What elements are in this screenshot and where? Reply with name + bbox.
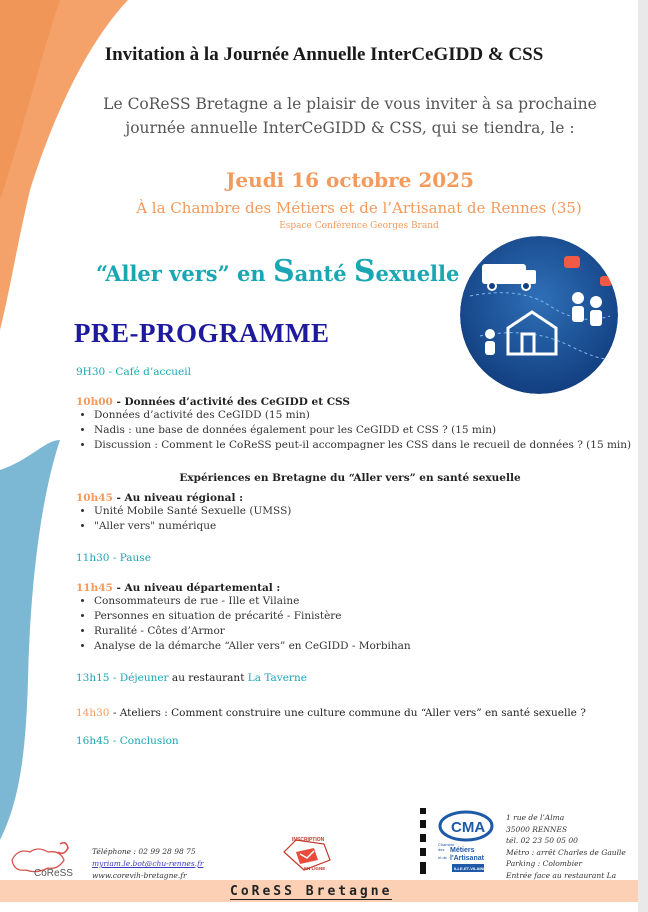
cma-letters: CMA [451, 819, 486, 836]
list-item: • Consommateurs de rue - Ille et Vilaine [94, 594, 411, 609]
address-phone: tél. 02 23 50 05 00 [506, 836, 578, 846]
list-item: • Discussion : Comment le CoReSS peut-il accompagner les CSS dans le recueil de données ? (15 min) [94, 438, 631, 453]
list-item: • Nadis : une base de données également pour les CeGIDD et CSS ? (15 min) [94, 423, 631, 438]
agenda-accueil [76, 366, 191, 378]
cma-line-5: l'Artisanat [450, 855, 484, 862]
badge-line-1: INSCRIPTION [292, 837, 325, 843]
contact-info [92, 846, 203, 882]
badge-line-2: EN LIGNE [304, 866, 326, 871]
agenda-lunch [76, 672, 307, 684]
list-item: • Unité Mobile Santé Sexuelle (UMSS) [94, 504, 291, 519]
agenda-ateliers [76, 707, 586, 719]
agenda-time: 11h45 [76, 582, 113, 594]
agenda-pause [76, 552, 151, 564]
address-entrance: Entrée face au restaurant La [506, 870, 617, 880]
agenda-label: - Pause [109, 552, 151, 564]
list-item: • Données d’activité des CeGIDD (15 min) [94, 408, 631, 423]
outreach-illustration [460, 236, 618, 394]
intro-line-1: Le CoReSS Bretagne a le plaisir de vous inviter à sa prochaine [103, 95, 597, 113]
event-date: Jeudi 16 octobre 2025 [225, 168, 475, 192]
preprogramme-heading: PRE-PROGRAMME [74, 318, 330, 348]
session-1-list [76, 408, 631, 453]
agenda-label: - Conclusion [109, 735, 179, 747]
list-item: • Ruralité - Côtes d’Armor [94, 624, 411, 639]
agenda-time: 11h30 [76, 552, 110, 564]
online-registration-badge[interactable] [274, 830, 336, 874]
chat-bubble-icon [564, 256, 580, 268]
agenda-label: - Au niveau régional : [112, 492, 243, 504]
agenda-conclusion [76, 735, 179, 747]
address-line: 35000 RENNES [506, 824, 568, 834]
lunch-middle: au restaurant [168, 672, 248, 684]
agenda-label: - Ateliers : Comment construire une culture commune du “Aller vers” en santé sexuelle ? [109, 707, 586, 719]
contact-website[interactable]: www.corevih-bretagne.fr [92, 871, 187, 880]
theme-part-1: “Aller vers” en [96, 261, 273, 286]
cma-line-3: Métiers [450, 847, 475, 854]
agenda-time: 14h30 [76, 707, 110, 719]
agenda-time: 10h00 [76, 396, 113, 408]
agenda-session-2 [76, 492, 291, 534]
agenda-time: 16h45 [76, 735, 110, 747]
session-2-list [76, 504, 291, 534]
lunch-word: Déjeuner [119, 672, 169, 684]
contact-phone: Téléphone : 02 99 28 98 75 [92, 847, 196, 856]
address-parking: Parking : Colombier [506, 859, 583, 869]
agenda-time: 9H30 [76, 366, 106, 378]
intro-line-2: journée annuelle InterCeGIDD & CSS, qui se tiendra, le : [125, 119, 575, 137]
cma-region: ILLE-ET-VILAINE [454, 866, 486, 871]
footer-org-name: CoReSS Bretagne [230, 884, 393, 899]
address-metro: Métro : arrêt Charles de Gaulle [506, 847, 626, 857]
agenda-session-1 [76, 396, 631, 453]
cma-line-4: et de [438, 855, 447, 860]
page-edge [638, 0, 648, 912]
list-item: • Analyse de la démarche “Aller vers” en CeGIDD - Morbihan [94, 639, 411, 654]
theme-capital-s-2: S [353, 254, 376, 289]
invitation-title: Invitation à la Journée Annuelle InterCeGIDD & CSS [104, 44, 544, 65]
cma-line-1: Chambre [438, 842, 455, 847]
agenda-time: 10h45 [76, 492, 113, 504]
list-item: • "Aller vers" numérique [94, 519, 291, 534]
list-item: • Personnes en situation de précarité - Finistère [94, 609, 411, 624]
experiences-heading: Expériences en Bretagne du “Aller vers” en santé sexuelle [179, 472, 521, 484]
theme-part-3: exuelle [375, 261, 460, 286]
theme-title [96, 254, 459, 289]
address-line: 1 rue de l’Alma [506, 813, 565, 822]
agenda-time: 13h15 [76, 672, 110, 684]
event-room: Espace Conférence Georges Brand [279, 221, 439, 231]
session-3-list [76, 594, 411, 654]
coress-logo-text: CoReSS [34, 868, 73, 879]
contact-email-link[interactable]: myriam.le.bot@chu-rennes.fr [92, 859, 204, 868]
agenda-session-3 [76, 582, 411, 654]
event-venue: À la Chambre des Métiers et de l’Artisanat de Rennes (35) [136, 199, 582, 217]
lunch-place: La Taverne [247, 672, 307, 684]
intro-text [90, 92, 610, 140]
theme-part-2: anté [294, 261, 354, 286]
cma-line-2: des [438, 847, 445, 852]
theme-capital-s-1: S [272, 254, 295, 289]
agenda-dash: - [109, 672, 120, 684]
chat-bubble-icon [600, 276, 612, 286]
agenda-label: - Au niveau départemental : [112, 582, 281, 594]
agenda-label: - Café d’accueil [105, 366, 191, 378]
cma-logo [416, 808, 500, 874]
agenda-label: - Données d’activité des CeGIDD et CSS [112, 396, 350, 408]
